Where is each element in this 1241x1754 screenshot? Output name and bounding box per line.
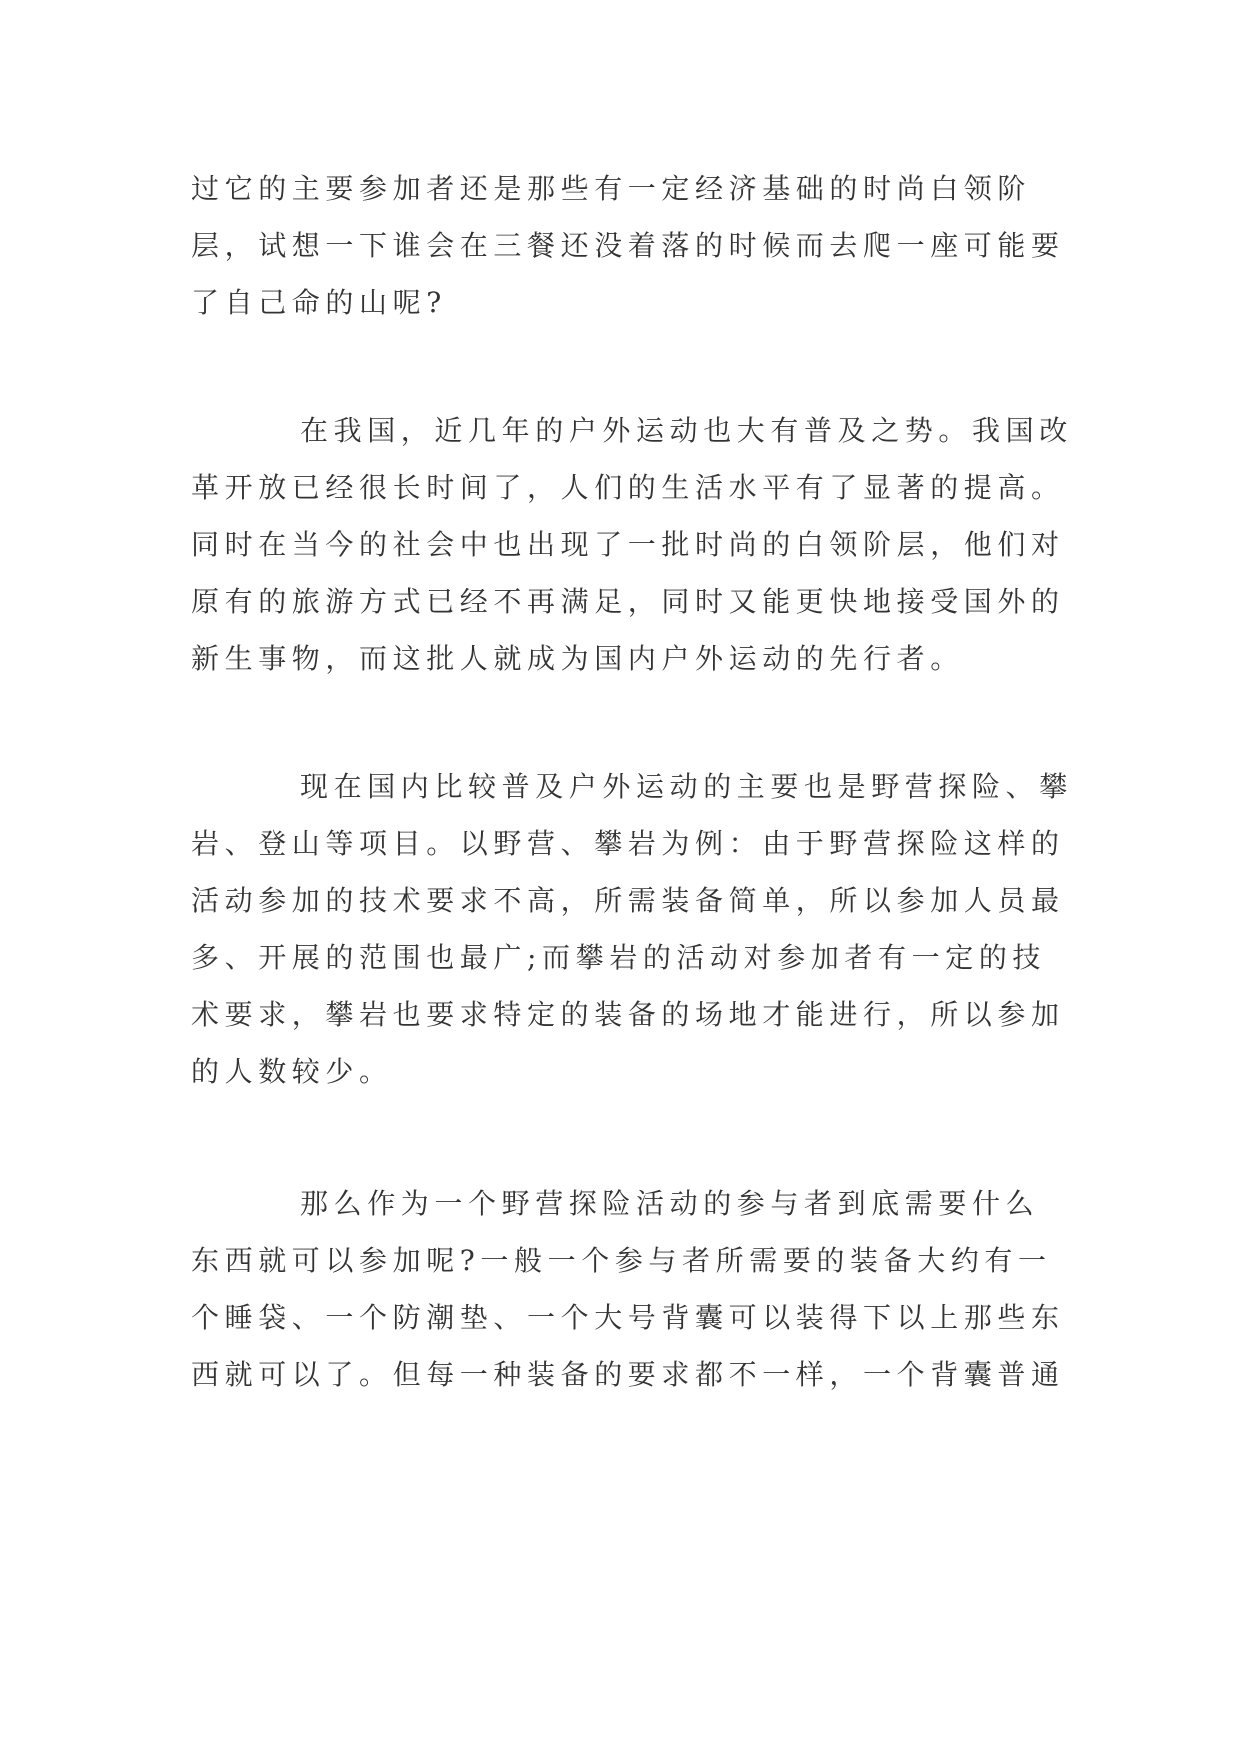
paragraph-line: 现在国内比较普及户外运动的主要也是野营探险、攀 (300, 770, 1073, 803)
paragraph-4 (191, 1175, 1065, 1403)
paragraph-line: 新生事物，而这批人就成为国内户外运动的先行者。 (191, 642, 964, 675)
paragraph-1 (191, 160, 1065, 331)
paragraph-line: 多、开展的范围也最广;而攀岩的活动对参加者有一定的技 (191, 941, 1047, 974)
paragraph-line: 岩、登山等项目。以野营、攀岩为例：由于野营探险这样的 (191, 827, 1065, 860)
paragraph-line: 层，试想一下谁会在三餐还没着落的时候而去爬一座可能要 (191, 229, 1065, 262)
paragraph-line: 东西就可以参加呢?一般一个参与者所需要的装备大约有一 (191, 1244, 1052, 1277)
paragraph-line: 同时在当今的社会中也出现了一批时尚的白领阶层，他们对 (191, 528, 1065, 561)
paragraph-line: 那么作为一个野营探险活动的参与者到底需要什么 (300, 1187, 1040, 1220)
paragraph-line: 的人数较少。 (191, 1055, 393, 1088)
paragraph-line: 革开放已经很长时间了，人们的生活水平有了显著的提高。 (191, 471, 1065, 504)
paragraph-line: 在我国，近几年的户外运动也大有普及之势。我国改 (300, 414, 1073, 447)
paragraph-line: 原有的旅游方式已经不再满足，同时又能更快地接受国外的 (191, 585, 1065, 618)
paragraph-line: 了自己命的山呢? (191, 286, 447, 319)
paragraph-line: 过它的主要参加者还是那些有一定经济基础的时尚白领阶 (191, 172, 1032, 205)
paragraph-line: 个睡袋、一个防潮垫、一个大号背囊可以装得下以上那些东 (191, 1301, 1065, 1334)
paragraph-3 (191, 758, 1073, 1100)
paragraph-line: 西就可以了。但每一种装备的要求都不一样，一个背囊普通 (191, 1358, 1065, 1391)
paragraph-2 (191, 402, 1073, 687)
paragraph-line: 术要求，攀岩也要求特定的装备的场地才能进行，所以参加 (191, 998, 1065, 1031)
paragraph-line: 活动参加的技术要求不高，所需装备简单，所以参加人员最 (191, 884, 1065, 917)
